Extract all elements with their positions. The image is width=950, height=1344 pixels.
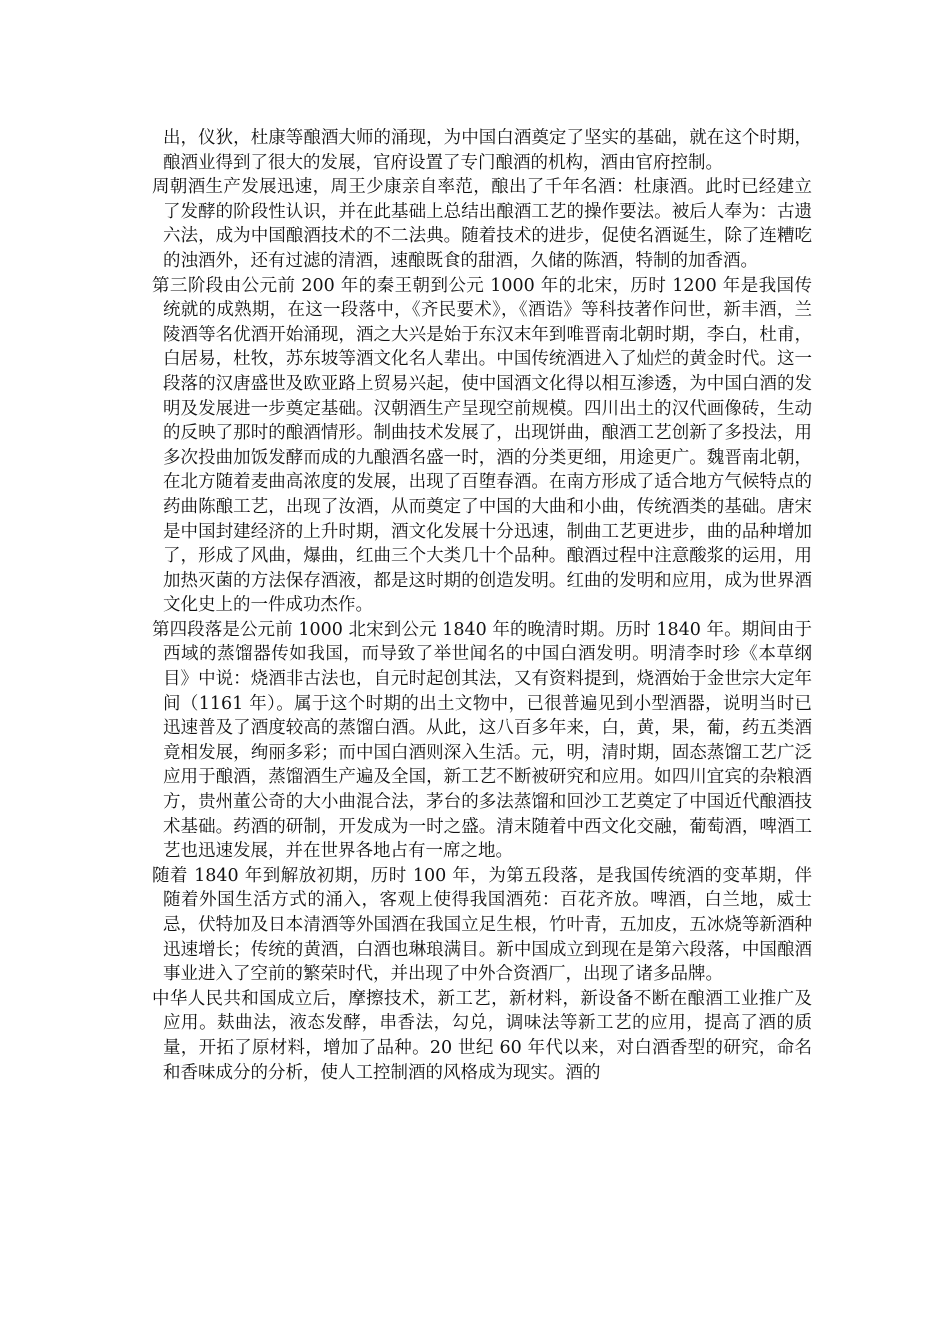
paragraph-fifth-stage: 随着 1840 年到解放初期，历时 100 年，为第五段落，是我国传统酒的变革期，伴随着外国生活方式的涌入，客观上使得我国酒苑：百花齐放。啤酒，白兰地，威士忌，伏特加及日本清酒等外国酒在我国立足生根，竹叶青，五加皮，五冰烧等新酒种迅速增长；传统的黄酒，白酒也琳琅满目。新中国成立到现在是第六段落，中国酿酒事业进入了空前的繁荣时代，并出现了中外合资酒厂，出现了诸多品牌。 bbox=[152, 865, 812, 985]
paragraph-continued: 出，仪狄，杜康等酿酒大师的涌现，为中国白酒奠定了坚实的基础，就在这个时期，酿酒业得到了很大的发展，官府设置了专门酿酒的机构，酒由官府控制。 bbox=[163, 128, 812, 173]
paragraph-fourth-stage: 第四段落是公元前 1000 北宋到公元 1840 年的晚清时期。历时 1840 年。期间由于西域的蒸馏器传如我国，而导致了举世闻名的中国白酒发明。明清李时珍《本草纲目》中说：烧酒非古法也，自元时起创其法，又有资料提到，烧酒始于金世宗大定年间（1161 年）。属于这个时期的出土文物中，已很普遍见到小型酒器，说明当时已迅速普及了酒度较高的蒸馏白酒。从此，这八百多年来，白，黄，果，葡，药五类酒竟相发展，绚丽多彩；而中国白酒则深入生活。元，明，清时期，固态蒸馏工艺广泛应用于酿酒，蒸馏酒生产遍及全国，新工艺不断被研究和应用。如四川宜宾的杂粮酒方，贵州董公奇的大小曲混合法，茅台的多法蒸馏和回沙工艺奠定了中国近代酿酒技术基础。药酒的研制，开发成为一时之盛。清末随着中西文化交融，葡萄酒，啤酒工艺也迅速发展，并在世界各地占有一席之地。 bbox=[152, 619, 812, 862]
paragraph-third-stage: 第三阶段由公元前 200 年的秦王朝到公元 1000 年的北宋，历时 1200 年是我国传统就的成熟期，在这一段落中，《齐民要术》，《酒诰》等科技著作问世，新丰酒，兰陵酒等名优酒开始涌现，酒之大兴是始于东汉末年到唯晋南北朝时期，李白，杜甫，白居易，杜牧，苏东坡等酒文化名人辈出。中国传统酒进入了灿烂的黄金时代。这一段落的汉唐盛世及欧亚路上贸易兴起，使中国酒文化得以相互渗透，为中国白酒的发明及发展进一步奠定基础。汉朝酒生产呈现空前规模。四川出土的汉代画像砖，生动的反映了那时的酿酒情形。制曲技术发展了，出现饼曲，酿酒工艺创新了多投法，用多次投曲加饭发酵而成的九酿酒名盛一时，酒的分类更细，用途更广。魏晋南北朝，在北方随着麦曲高浓度的发展，出现了百堕春酒。在南方形成了适合地方气候特点的药曲陈酿工艺，出现了汝酒，从而奠定了中国的大曲和小曲，传统酒类的基础。唐宋是中国封建经济的上升时期，酒文化发展十分迅速，制曲工艺更进步，曲的品种增加了，形成了风曲，爆曲，红曲三个大类几十个品种。酿酒过程中注意酸浆的运用，用加热灭菌的方法保存酒液，都是这时期的创造发明。红曲的发明和应用，成为世界酒文化史上的一件成功杰作。 bbox=[152, 275, 812, 616]
paragraph-zhou-dynasty: 周朝酒生产发展迅速，周王少康亲自率范，酿出了千年名酒：杜康酒。此时已经建立了发酵的阶段性认识，并在此基础上总结出酿酒工艺的操作要法。被后人奉为：古遗六法，成为中国酿酒技术的不二法典。随着技术的进步，促使名酒诞生，除了连糟吃的浊酒外，还有过滤的清酒，速酿既食的甜酒，久储的陈酒，特制的加香酒。 bbox=[152, 177, 812, 271]
paragraph-prc-era: 中华人民共和国成立后，摩擦技术，新工艺，新材料，新设备不断在酿酒工业推广及应用。麸曲法，液态发酵，串香法，勾兑，调味法等新工艺的应用，提高了酒的质量，开拓了原材料，增加了品种。20 世纪 60 年代以来，对白酒香型的研究，命名和香味成分的分析，使人工控制酒的风格成为现实。酒的 bbox=[152, 988, 812, 1083]
document-body bbox=[152, 126, 812, 1085]
